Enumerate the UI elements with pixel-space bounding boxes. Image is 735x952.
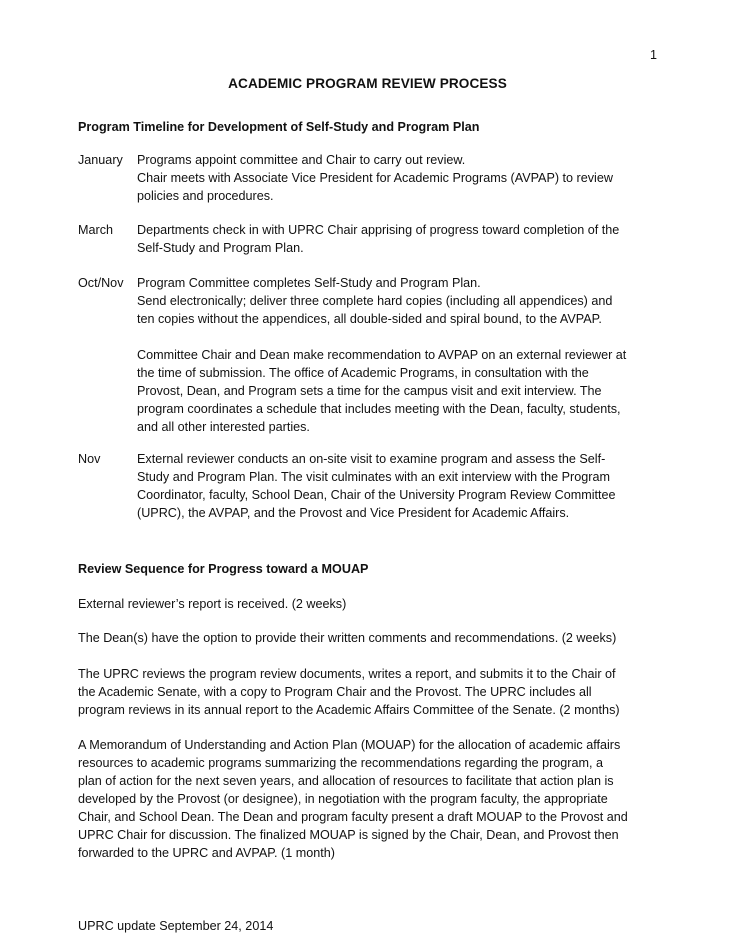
timeline-line: (UPRC), the AVPAP, and the Provost and Vice President for Academic Affairs. xyxy=(137,506,570,520)
paragraph-line: Chair, and School Dean. The Dean and program faculty present a draft MOUAP to the Provost and xyxy=(78,810,628,824)
paragraph-line: A Memorandum of Understanding and Action Plan (MOUAP) for the allocation of academic affairs xyxy=(78,738,621,752)
timeline-line: External reviewer conducts an on-site visit to examine program and assess the Self- xyxy=(137,452,606,466)
timeline-line: Chair meets with Associate Vice President for Academic Programs (AVPAP) to review xyxy=(137,171,613,185)
timeline-line: Self-Study and Program Plan. xyxy=(137,241,304,255)
paragraph-line: UPRC Chair for discussion. The finalized MOUAP is signed by the Chair, Dean, and Provost then xyxy=(78,828,619,842)
timeline-entry-nov xyxy=(78,450,658,522)
paragraph-line: External reviewer’s report is received. (2 weeks) xyxy=(78,597,347,611)
paragraph-line: plan of action for the next seven years, and allocation of resources to facilitate that action plan is xyxy=(78,774,614,788)
timeline-line: Programs appoint committee and Chair to carry out review. xyxy=(137,153,466,167)
timeline-month: January xyxy=(78,153,123,167)
paragraph-line: program reviews in its annual report to the Academic Affairs Committee of the Senate. (2 months) xyxy=(78,703,620,717)
timeline-month: Nov xyxy=(78,452,101,466)
paragraph-line: The Dean(s) have the option to provide their written comments and recommendations. (2 weeks) xyxy=(78,631,617,645)
document-title: ACADEMIC PROGRAM REVIEW PROCESS xyxy=(228,76,507,91)
page-footer: UPRC update September 24, 2014 xyxy=(78,919,274,933)
timeline-line: Departments check in with UPRC Chair apprising of progress toward completion of the xyxy=(137,223,620,237)
review-heading: Review Sequence for Progress toward a MOUAP xyxy=(78,562,369,576)
timeline-line: Program Committee completes Self-Study and Program Plan. xyxy=(137,276,481,290)
timeline-line: ten copies without the appendices, all double-sided and spiral bound, to the AVPAP. xyxy=(137,312,602,326)
paragraph-line: developed by the Provost (or designee), in negotiation with the program faculty, the appropriate xyxy=(78,792,608,806)
timeline-line: and all other interested parties. xyxy=(137,420,310,434)
review-paragraph xyxy=(78,629,658,647)
timeline-line: program coordinates a schedule that includes meeting with the Dean, faculty, students, xyxy=(137,402,621,416)
paragraph-line: forwarded to the UPRC and AVPAP. (1 month) xyxy=(78,846,335,860)
timeline-line: Committee Chair and Dean make recommendation to AVPAP on an external reviewer at xyxy=(137,348,627,362)
timeline-line: Study and Program Plan. The visit culminates with an exit interview with the Program xyxy=(137,470,610,484)
review-paragraph xyxy=(78,595,658,613)
paragraph-line: The UPRC reviews the program review documents, writes a report, and submits it to the Chair of xyxy=(78,667,616,681)
review-paragraph xyxy=(78,665,658,719)
timeline-month: March xyxy=(78,223,113,237)
timeline-month: Oct/Nov xyxy=(78,276,124,290)
review-paragraph xyxy=(78,736,658,862)
timeline-line: Provost, Dean, and Program sets a time for the campus visit and exit interview. The xyxy=(137,384,602,398)
timeline-line: Send electronically; deliver three complete hard copies (including all appendices) and xyxy=(137,294,613,308)
paragraph-line: the Academic Senate, with a copy to Program Chair and the Provost. The UPRC includes all xyxy=(78,685,592,699)
timeline-line: the time of submission. The office of Academic Programs, in consultation with the xyxy=(137,366,589,380)
timeline-entry-oct-nov xyxy=(78,274,658,436)
timeline-entry-march xyxy=(78,221,658,257)
timeline-line: Coordinator, faculty, School Dean, Chair of the University Program Review Committee xyxy=(137,488,616,502)
paragraph-line: resources to academic programs summarizing the recommendations regarding the program, a xyxy=(78,756,603,770)
timeline-line: policies and procedures. xyxy=(137,189,274,203)
timeline-entry-january xyxy=(78,151,658,205)
page-number: 1 xyxy=(649,48,657,62)
timeline-heading: Program Timeline for Development of Self-Study and Program Plan xyxy=(78,120,480,134)
